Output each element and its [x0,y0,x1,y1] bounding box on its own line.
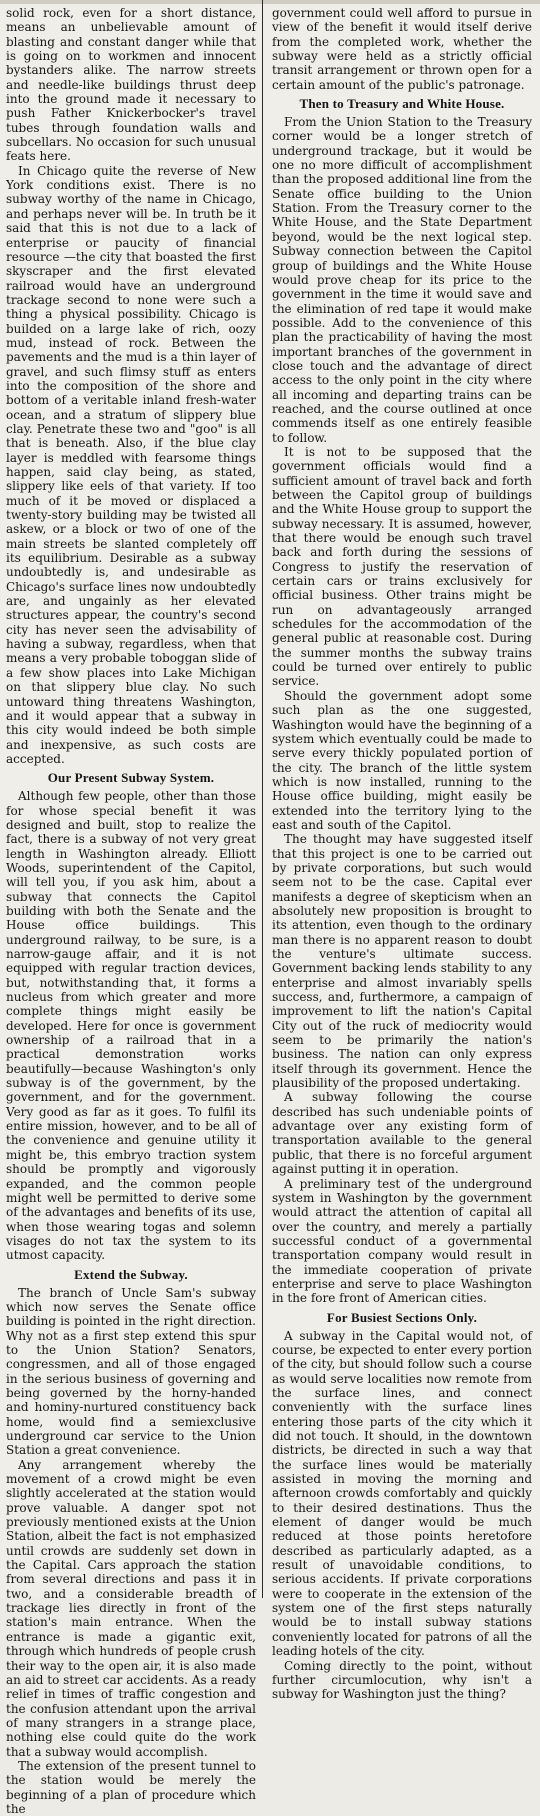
right-paragraph: Coming directly to the point, without further circumlocution, why isn't a subway for Washington just the thing? [272,1658,532,1702]
right-paragraph: A preliminary test of the underground system in Washington by the government would attract the attention of capital all over the country, and merely a partially successful conduct of a governmental transportation company would result in the immediate cooperation of private enterprise and serve to place Washington in the fore front of American cities. [272,1176,532,1306]
right-paragraph: Should the government adopt some such plan as the one suggested, Washington would have the beginning of a system which eventually could be made to serve every thickly populated portion of the city. The branch of the little system which is now installed, running to the House office building, might easily be extended into the territory lying to the east and south of the Capitol. [272,688,532,832]
left-column [6,6,256,1816]
right-paragraph: It is not to be supposed that the government officials would find a sufficient amount of travel back and forth between the Capitol group of buildings and the White House group to support the subway necessary. It is assumed, however, that there would be enough such travel back and forth during the sessions of Congress to justify the reservation of certain cars or trains exclusively for official business. Other trains might be run on advantageously arranged schedules for the accommodation of the general public at reasonable cost. During the summer months the subway trains could be turned over entirely to public service. [272,444,532,689]
section-heading: Then to Treasury and White House. [299,96,505,112]
right-paragraph: A subway in the Capital would not, of course, be expected to enter every portion of the city, but should follow such a course as would serve localities now remote from the surface lines, and connect conveniently with the surface lines entering those parts of the city which it did not touch. It should, in the downtown districts, be directed in such a way that the surface lines would be materially assisted in moving the morning and afternoon crowds comfortably and quickly to their desired destinations. Thus the element of danger would be much reduced at those points heretofore described as particularly adapted, as a result of unavoidable conditions, to serious accidents. If private corporations were to cooperate in the extension of the system one of the first steps naturally would be to install subway stations conveniently located for patrons of all the leading hotels of the city. [272,1328,532,1659]
right-paragraph: government could well afford to pursue in view of the benefit it would itself derive from the completed work, whether the subway were held as a strictly official transit arrangement or thrown open for a certain amount of the public's patronage. [272,6,532,92]
left-paragraph: solid rock, even for a short distance, means an unbelievable amount of blasting and constant danger while that is going on to workmen and innocent bystanders alike. The narrow streets and needle-like buildings thrust deep into the ground made it necessary to push Father Knickerbocker's travel tubes through foundation walls and subcellars. No occasion for such unusual feats here. [6,6,256,164]
left-paragraph: Any arrangement whereby the movement of a crowd might be even slightly accelerated at the station would prove valuable. A danger spot not previously mentioned exists at the Union Station, albeit the fact is not emphasized until crowds are suddenly set down in the Capital. Cars approach the station from several directions and pass it in two, and a considerable breadth of trackage lies directly in front of the station's main entrance. When the entrance is made a gigantic exit, through which hundreds of people crush their way to the open air, it is also made an aid to street car accidents. As a ready relief in times of traffic congestion and the confusion attendant upon the arrival of many strangers in a strange place, nothing else could quite do the work that a subway would accomplish. [6,1457,256,1759]
section-heading: For Busiest Sections Only. [326,1309,478,1325]
left-paragraph: The extension of the present tunnel to the station would be merely the beginning of a plan of procedure which the [6,1758,256,1816]
section-heading: Extend the Subway. [74,1266,188,1282]
column-rule [262,0,263,1598]
left-paragraph: In Chicago quite the reverse of New York conditions exist. There is no subway worthy of the name in Chicago, and perhaps never will be. In truth be it said that this is not due to a lack of enterprise or paucity of financial resource —the city that boasted the first skyscraper and the first elevated railroad would have an underground trackage second to none were such a thing a physical possibility. Chicago is builded on a large lake of rich, oozy mud, instead of rock. Between the pavements and the mud is a thin layer of gravel, and such flimsy stuff as enters into the composition of the shore and bottom of a veritable inland fresh-water ocean, and a stratum of slippery blue clay. Penetrate these two and "goo" is all that is beneath. Also, if the blue clay layer is meddled with fearsome things happen, said clay being, as stated, slippery like eels of that variety. If too much of it be moved or displaced a twenty-story building may be twisted all askew, or a block or two of one of the main streets be slanted completely off its equilibrium. Desirable as a subway undoubtedly is, and undesirable as Chicago's surface lines now undoubtedly are, and ungainly as her elevated structures appear, the country's second city has never seen the advisability of having a subway, regardless, when that means a very probable toboggan slide of a few show places into Lake Michigan on that slippery blue clay. No such untoward thing threatens Washington, and it would appear that a subway in this city would indeed be both simple and inexpensive, as such costs are accepted. [6,163,256,766]
page-top-edge [0,0,540,4]
section-heading: Our Present Subway System. [47,770,215,786]
right-paragraph: From the Union Station to the Treasury corner would be a longer stretch of underground trackage, but it would be one no more difficult of accomplishment than the proposed additional line from the Senate office building to the Union Station. From the Treasury corner to the White House, and the State Department beyond, would be the next logical step. Subway connection between the Capitol group of buildings and the White House would prove cheap for its price to the government in the time it would save and the elimination of red tape it would make possible. Add to the convenience of this plan the practicability of having the most important branches of the government in close touch and the advantage of direct access to the only point in the city where all incoming and departing trains can be reached, and the course outlined at once commends itself as one entirely feasible to follow. [272,115,532,445]
right-paragraph: The thought may have suggested itself that this project is one to be carried out by private corporations, but such would seem not to be the case. Capital ever manifests a degree of skepticism when an absolutely new proposition is brought to its attention, even though to the ordinary man there is no apparent reason to doubt the venture's ultimate success. Government backing lends stability to any enterprise and almost invariably spells success, and, furthermore, a campaign of improvement to lift the nation's Capital City out of the ruck of mediocrity would seem to be primarily the nation's business. The nation can only express itself through its government. Hence the plausibility of the proposed undertaking. [272,832,532,1091]
right-paragraph: A subway following the course described has such undeniable points of advantage over any existing form of transportation available to the general public, that there is no forceful argument against putting it in operation. [272,1090,532,1177]
left-paragraph: The branch of Uncle Sam's subway which now serves the Senate office building is pointed in the right direction. Why not as a first step extend this spur to the Union Station? Senators, congressmen, and all of those engaged in the serious business of governing and being governed by the horny-handed and hominy-nurtured constituency back home, would find a semiexclusive underground car service to the Union Station a great convenience. [6,1285,256,1458]
right-column [272,6,532,1702]
left-paragraph: Although few people, other than those for whose special benefit it was designed and built, stop to realize the fact, there is a subway of not very great length in Washington already. Elliott Woods, superintendent of the Capitol, will tell you, if you ask him, about a subway that connects the Capitol building with both the Senate and the House office buildings. This underground railway, to be sure, is a narrow-gauge affair, and it is not equipped with regular traction devices, but, notwithstanding that, it forms a nucleus from which greater and more complete things might easily be developed. Here for once is government ownership of a railroad that in a practical demonstration works beautifully—because Washington's only subway is of the government, by the government, and for the government. Very good as far as it goes. To fulfil its entire mission, however, and to be all of the convenience and genuine utility it might be, this embryo traction system should be promptly and vigorously expanded, and the common people might well be permitted to derive some of the advantages and benefits of its use, when those wearing togas and solemn visages do not tax the system to its utmost capacity. [6,789,256,1263]
